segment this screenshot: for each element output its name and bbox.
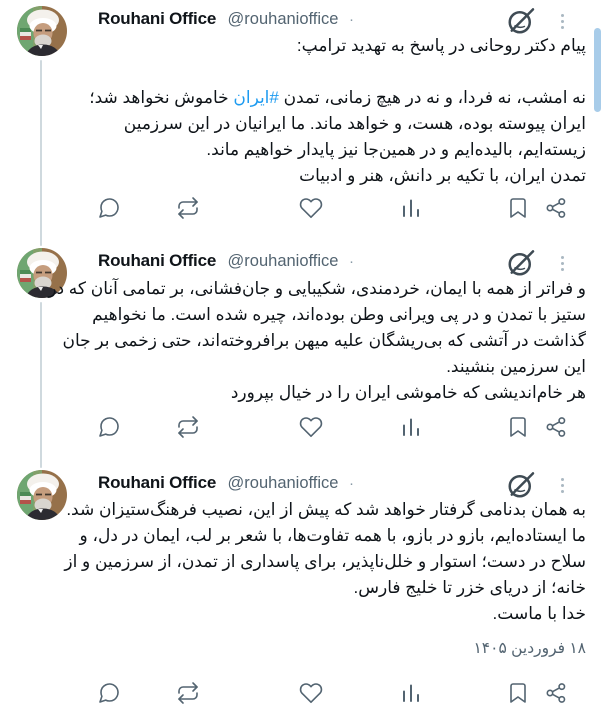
tweet-action-bar xyxy=(0,415,602,441)
reply-button[interactable] xyxy=(97,196,121,220)
author-name[interactable]: Rouhani Office xyxy=(98,9,217,28)
author-handle[interactable]: @rouhanioffice xyxy=(227,474,339,492)
views-button[interactable] xyxy=(399,415,423,439)
tweet-text-line: خانه؛ از دریای خزر تا خلیج فارس. xyxy=(353,578,586,597)
retweet-button[interactable] xyxy=(176,196,200,220)
tweet-text-line: خدا با ماست. xyxy=(492,604,586,623)
bookmark-button[interactable] xyxy=(506,196,530,220)
tweet-header xyxy=(98,473,354,493)
reply-button[interactable] xyxy=(97,681,121,705)
header-separator-dot: · xyxy=(348,11,354,28)
tweet-text-line: ایران پیوسته بوده، هست، و خواهد ماند. ما ایرانیان در این سرزمین xyxy=(123,114,586,133)
text-after-hashtag: خاموش نخواهد شد؛ xyxy=(89,88,234,107)
like-button[interactable] xyxy=(299,196,323,220)
views-button[interactable] xyxy=(399,681,423,705)
tweet-text xyxy=(16,276,586,406)
tweet-action-bar xyxy=(0,196,602,222)
more-options-icon[interactable] xyxy=(557,9,567,33)
tweet-text-line: هر خام‌اندیشی که خاموشی ایران را در خیال بپرورد xyxy=(230,383,586,402)
author-name[interactable]: Rouhani Office xyxy=(98,251,217,270)
tweet-text-line: سلاح در دست؛ استوار و خلل‌ناپذیر، برای پاسداری از تمدن، از سرزمین و از xyxy=(64,552,586,571)
header-separator-dot: · xyxy=(348,253,354,270)
tweet-text xyxy=(16,33,586,189)
tweet-text-line: ستیز با تمدن و در پی ویرانی وطن بوده‌اند، چیره شده است. ما نخواهیم xyxy=(92,305,586,324)
scrollbar-thumb[interactable] xyxy=(594,28,601,112)
author-handle[interactable]: @rouhanioffice xyxy=(227,10,339,28)
slashed-circle-icon[interactable] xyxy=(506,470,536,500)
tweet-header xyxy=(98,251,354,271)
like-button[interactable] xyxy=(299,681,323,705)
tweet-text-line: ما ایستاده‌ایم، بازو در بازو، با همه تفاوت‌ها، با شعر بر لب، ایمان در دل، و xyxy=(79,526,586,545)
retweet-button[interactable] xyxy=(176,681,200,705)
share-button[interactable] xyxy=(544,681,568,705)
hashtag-link[interactable]: #ایران xyxy=(233,88,279,107)
tweet-text-line: به همان بدنامی گرفتار خواهد شد که پیش از این، نصیب فرهنگ‌ستیزان شد. xyxy=(66,500,586,519)
tweet-date: ۱۸ فروردین ۱۴۰۵ xyxy=(473,640,586,657)
retweet-button[interactable] xyxy=(176,415,200,439)
bookmark-button[interactable] xyxy=(506,681,530,705)
more-options-icon[interactable] xyxy=(557,473,567,497)
like-button[interactable] xyxy=(299,415,323,439)
views-button[interactable] xyxy=(399,196,423,220)
author-handle[interactable]: @rouhanioffice xyxy=(227,252,339,270)
more-options-icon[interactable] xyxy=(557,251,567,275)
tweet-text xyxy=(16,497,586,627)
slashed-circle-icon[interactable] xyxy=(506,6,536,36)
header-separator-dot: · xyxy=(348,475,354,492)
tweet-text-line: پیام دکتر روحانی در پاسخ به تهدید ترامپ: xyxy=(296,36,586,55)
tweet-text-blank-line xyxy=(16,59,586,85)
tweet-header xyxy=(98,9,354,29)
tweet-text-line: این سرزمین بنشیند. xyxy=(446,357,586,376)
tweet-action-bar xyxy=(0,681,602,707)
author-name[interactable]: Rouhani Office xyxy=(98,473,217,492)
slashed-circle-icon[interactable] xyxy=(506,248,536,278)
tweet-text-line xyxy=(16,85,586,111)
share-button[interactable] xyxy=(544,415,568,439)
tweet-text-line: گذاشت در آتشی که بی‌ریشگان علیه میهن برافروخته‌اند، حتی زخمی بر جان xyxy=(62,331,586,350)
share-button[interactable] xyxy=(544,196,568,220)
tweet-text-line: تمدن ایران، با تکیه بر دانش، هنر و ادبیات xyxy=(299,166,586,185)
tweet-text-line: و فراتر از همه با ایمان، خردمندی، شکیبایی و جان‌فشانی، بر تمامی آنان که در xyxy=(48,279,586,298)
reply-button[interactable] xyxy=(97,415,121,439)
text-before-hashtag: نه امشب، نه فردا، و نه در هیچ زمانی، تمدن xyxy=(278,88,586,107)
bookmark-button[interactable] xyxy=(506,415,530,439)
tweet-text-line: زیسته‌ایم، بالیده‌ایم و در همین‌جا نیز پایدار خواهیم ماند. xyxy=(206,140,586,159)
